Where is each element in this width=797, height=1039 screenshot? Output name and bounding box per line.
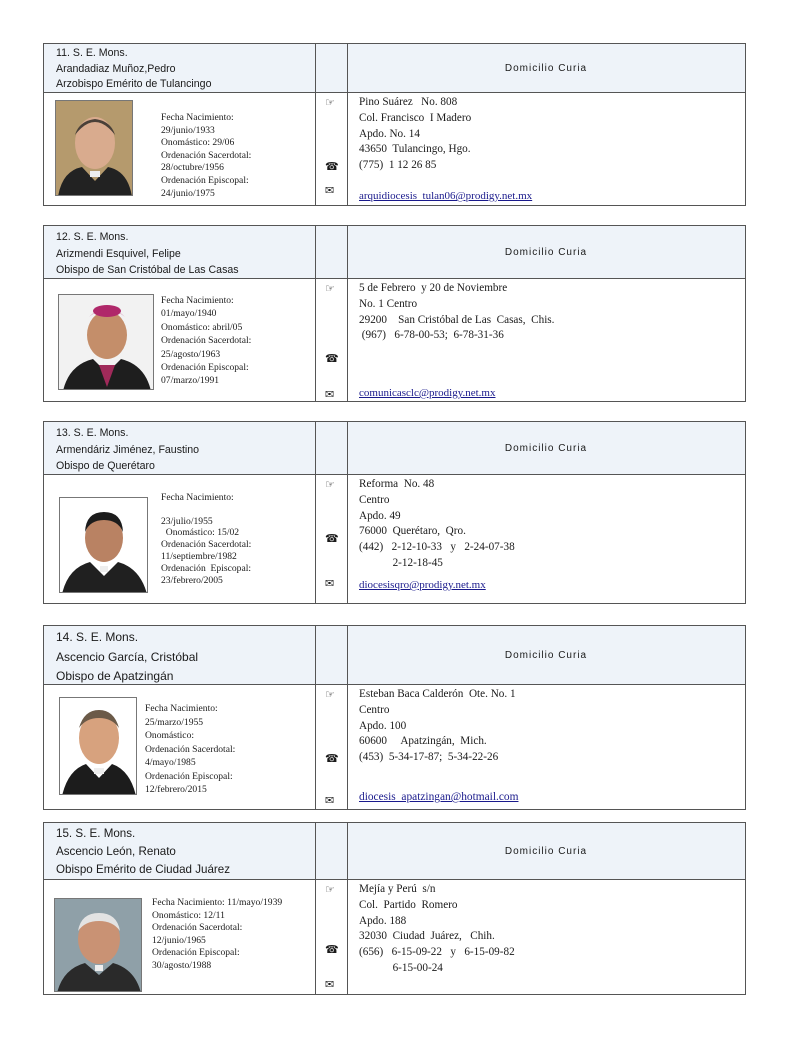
telephone-icon: ☎ <box>325 532 339 545</box>
domicilio-curia-header: Domicilio Curia <box>504 62 588 74</box>
email-icon: ✉ <box>325 794 335 807</box>
curia-email-link[interactable]: diocesisqro@prodigy.net.mx <box>359 579 486 591</box>
bishop-name: Arizmendi Esquivel, Felipe <box>56 247 181 260</box>
curia-address: Reforma No. 48 Centro Apdo. 49 76000 Querétaro, Qro. (442) 2-12-10-33 y 2-24-07-38 2-12-18-45 <box>359 478 515 569</box>
card-header <box>44 422 745 475</box>
email-icon: ✉ <box>325 978 335 991</box>
bishop-card-15 <box>43 822 746 995</box>
card-header <box>44 823 745 880</box>
bishop-office: Obispo de San Cristóbal de Las Casas <box>56 264 239 276</box>
email-icon: ✉ <box>325 184 335 197</box>
bishop-card-14 <box>43 625 746 810</box>
bishop-name-block <box>56 425 199 475</box>
hand-pointing-icon: ☞ <box>325 96 335 109</box>
domicilio-curia-header: Domicilio Curia <box>504 649 588 661</box>
bishop-name: Ascencio León, Renato <box>56 845 176 858</box>
bishop-title: 14. S. E. Mons. <box>56 630 139 644</box>
telephone-icon: ☎ <box>325 352 339 365</box>
curia-address: 5 de Febrero y 20 de Noviembre No. 1 Centro 29200 San Cristóbal de Las Casas, Chis. (967) 6-78-00-53; 6-78-31-36 <box>359 282 555 342</box>
card-header <box>44 226 745 279</box>
curia-email-link[interactable]: diocesis_apatzingan@hotmail.com <box>359 791 519 803</box>
bishop-card-12 <box>43 225 746 402</box>
bishop-dates: Fecha Nacimiento: 25/marzo/1955 Onomástico: Ordenación Sacerdotal: 4/mayo/1985 Ordenación Episcopal: 12/febrero/2015 <box>145 703 236 795</box>
domicilio-curia-header: Domicilio Curia <box>504 442 588 454</box>
bishop-dates: Fecha Nacimiento: 11/mayo/1939 Onomástico: 12/11 Ordenación Sacerdotal: 12/junio/1965 Ordenación Episcopal: 30/agosto/1988 <box>152 897 283 971</box>
telephone-icon: ☎ <box>325 943 339 956</box>
curia-address: Esteban Baca Calderón Ote. No. 1 Centro Apdo. 100 60600 Apatzingán, Mich. (453) 5-34-17-87; 5-34-22-26 <box>359 688 516 764</box>
email-icon: ✉ <box>325 577 335 590</box>
bishop-office: Obispo Emérito de Ciudad Juárez <box>56 863 230 876</box>
hand-pointing-icon: ☞ <box>325 478 335 491</box>
hand-pointing-icon: ☞ <box>325 883 335 896</box>
bishop-card-11 <box>43 43 746 206</box>
bishop-photo <box>58 294 154 390</box>
curia-address: Pino Suárez No. 808 Col. Francisco I Madero Apdo. No. 14 43650 Tulancingo, Hgo. (775) 1 12 26 85 <box>359 96 472 172</box>
bishop-title: 15. S. E. Mons. <box>56 827 136 840</box>
bishop-office: Obispo de Querétaro <box>56 460 155 472</box>
email-icon: ✉ <box>325 388 335 401</box>
bishop-office: Obispo de Apatzingán <box>56 669 174 683</box>
bishop-name: Arandadiaz Muñoz,Pedro <box>56 62 176 75</box>
domicilio-curia-header: Domicilio Curia <box>504 845 588 857</box>
bishop-office: Arzobispo Emérito de Tulancingo <box>56 78 212 90</box>
bishop-name-block <box>56 46 211 93</box>
card-header <box>44 44 745 93</box>
curia-email-link[interactable]: arquidiocesis_tulan06@prodigy.net.mx <box>359 190 533 202</box>
bishop-name-block <box>56 628 198 687</box>
bishop-dates: Fecha Nacimiento: 01/mayo/1940 Onomástico: abril/05 Ordenación Sacerdotal: 25/agosto/1963 Ordenación Episcopal: 07/marzo/1991 <box>161 295 252 387</box>
bishop-photo <box>59 697 137 795</box>
bishop-photo <box>55 100 133 196</box>
bishop-title: 13. S. E. Mons. <box>56 427 129 439</box>
bishop-dates: Fecha Nacimiento: 29/junio/1933 Onomástico: 29/06 Ordenación Sacerdotal: 28/octubre/1956 Ordenación Episcopal: 24/junio/1975 <box>161 112 252 199</box>
curia-address: Mejía y Perú s/n Col. Partido Romero Apdo. 188 32030 Ciudad Juárez, Chih. (656) 6-15-09-22 y 6-15-09-82 6-15-00-24 <box>359 883 515 974</box>
bishop-name: Armendáriz Jiménez, Faustino <box>56 443 200 456</box>
bishop-name-block <box>56 229 239 279</box>
curia-email-link[interactable]: comunicasclc@prodigy.net.mx <box>359 387 496 399</box>
hand-pointing-icon: ☞ <box>325 688 335 701</box>
telephone-icon: ☎ <box>325 752 339 765</box>
bishop-name: Ascencio García, Cristóbal <box>56 649 199 664</box>
card-header <box>44 626 745 685</box>
domicilio-curia-header: Domicilio Curia <box>504 246 588 258</box>
bishop-dates: Fecha Nacimiento: 23/julio/1955 Onomástico: 15/02 Ordenación Sacerdotal: 11/septiembre/1982 Ordenación Episcopal: 23/febrero/2005 <box>161 492 252 586</box>
hand-pointing-icon: ☞ <box>325 282 335 295</box>
bishop-photo <box>59 497 148 593</box>
bishop-name-block <box>56 825 230 879</box>
bishop-photo <box>54 898 142 992</box>
telephone-icon: ☎ <box>325 160 339 173</box>
bishop-title: 12. S. E. Mons. <box>56 231 129 243</box>
bishop-card-13 <box>43 421 746 604</box>
bishop-title: 11. S. E. Mons. <box>56 47 128 59</box>
